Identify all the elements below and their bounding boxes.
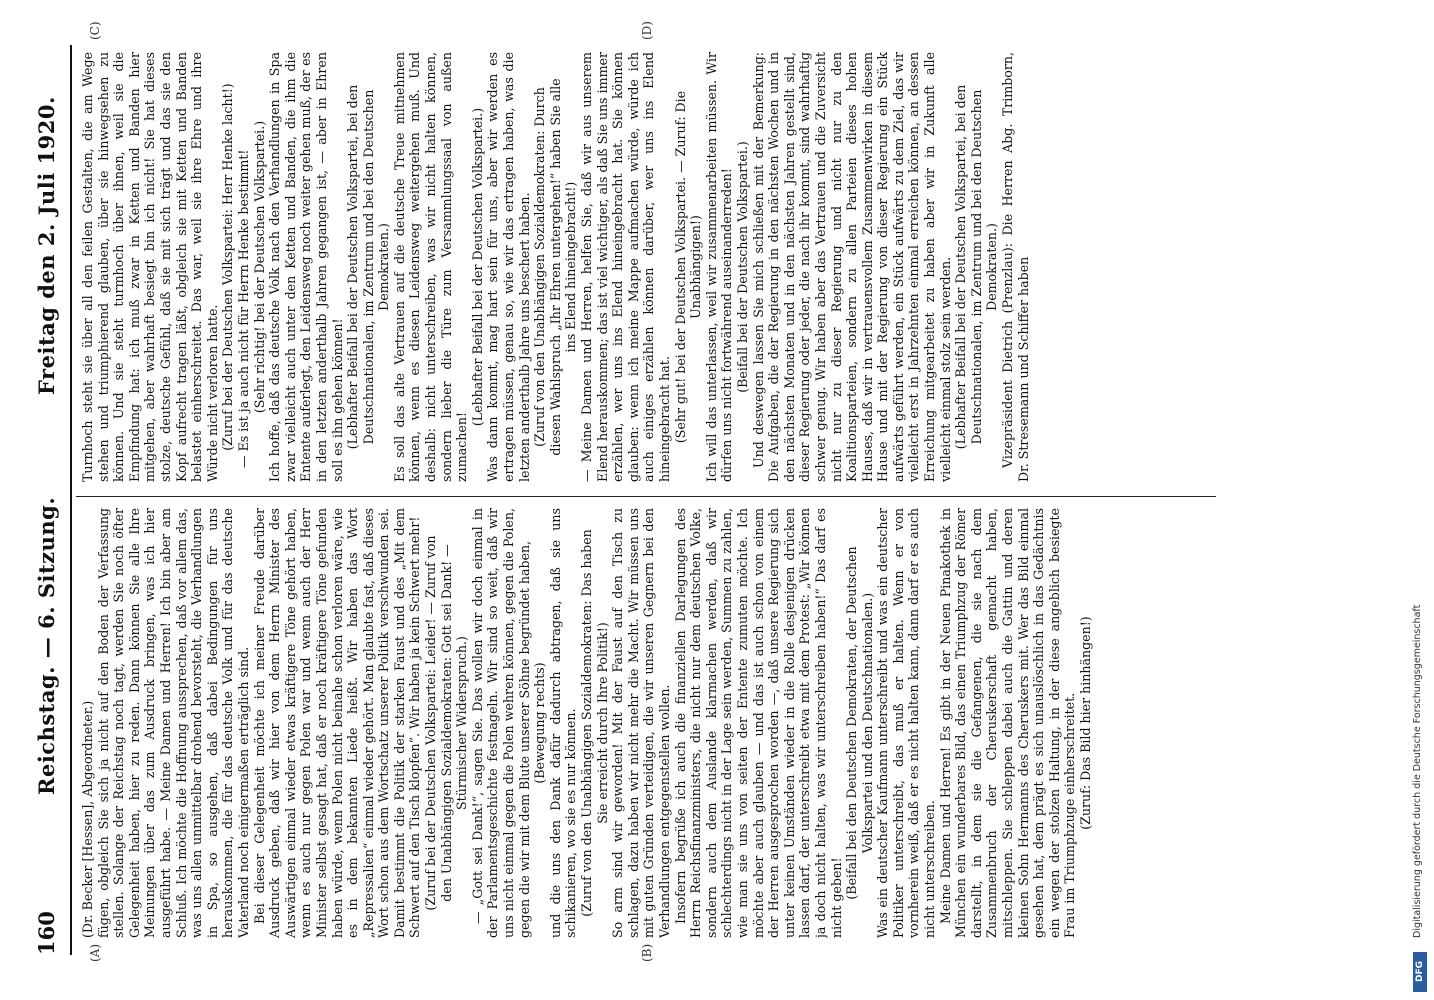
paragraph: (Zuruf bei der Deutschen Volkspartei: Herr Henke lacht!) [220, 83, 236, 451]
paragraph: (Zuruf von den Unabhängigen Sozialdemokraten: Durch diesen Wahlspruch „Ihr Ehren untergehen!“ haben Sie alle ins Elend hineingebracht!) [532, 78, 579, 456]
paragraph: und die uns den Dank dafür dadurch abtragen, daß sie uns schikanieren, wo sie es nur können. [547, 508, 579, 938]
paragraph: So arm sind wir geworden! Mit der Faust auf den Tisch zu schlagen, dazu haben wir nicht mehr die Macht. Wir müssen uns mit guten Gründen verteidigen, die wir unseren Gegnern bei den Verhandlungen entgegenstellen wollen. [610, 508, 672, 938]
paragraph: — Es ist ja auch nicht für Herrn Henke bestimmt! [235, 149, 251, 468]
margin-letter-c: (C) [88, 21, 102, 40]
margin-letter-a: (A) [88, 943, 102, 962]
session-title: Reichstag. — 6. Sitzung. [34, 496, 59, 795]
paragraph: (Dr. Becker [Hessen], Abgeordneter.) [80, 700, 95, 938]
header-rule [70, 45, 72, 955]
left-text-column [80, 508, 1215, 938]
paragraph: (Zuruf bei der Deutschen Volkspartei: Leider! — Zuruf von den Unabhängigen Sozialdemokraten: Gott sei Dank! — Stürmischer Widerspruch.) [423, 535, 470, 911]
paragraph: Vizepräsident Dietrich (Prenzlau): Die Herren Abg. Trimborn, Dr. Stresemann und Schiffer haben [1000, 52, 1031, 482]
digitization-sidebar [1412, 8, 1428, 998]
margin-letter-d: (D) [640, 21, 654, 40]
margin-letter-b: (B) [640, 943, 654, 962]
dfg-logo-text: DFG [1415, 961, 1425, 983]
paragraph: Es soll das alte Vertrauen auf die deutsche Treue mitnehmen können, wenn es diesen Leidensweg weitergehen muß. Und deshalb: nicht unterschreiben, was wir nicht halten können, sondern lieber die Türe zum Versammlungssaal von außen zumachen! [391, 52, 470, 482]
paragraph: (Zuruf: Das Bild hier hinhängen!) [1078, 616, 1093, 830]
paragraph: Meine Damen und Herren! Es gibt in der Neuen Pinakothek in München ein wunderbares Bild, das einen Triumphzug der Römer darstellt, in dem sie die Gefangenen, die sie nach dem Zusammenbruch der Cheruskerschaft gemacht haben, mitschleppen. Sie schleppen dabei auch die Gattin und deren kleinen Sohn Hermanns des Cheruskers mit. Wer das Bild einmal gesehen hat, dem prägt es sich unauslöschlich in das Gedächtnis ein wegen der stolzen Haltung, in der diese angeblich besiegte Frau im Triumphzuge einherschreitet. [937, 508, 1078, 938]
paragraph: Bei dieser Gelegenheit möchte ich meiner Freude darüber Ausdruck geben, daß wir hier von dem Herrn Minister des Auswärtigen einmal wieder etwas kräftigere Töne gehört haben, wenn es auch nur gegen Polen war und wenn auch der Herr Minister selbst gesagt hat, daß er noch kräftigere Töne gefunden haben würde, wenn Polen nicht beinahe schon verloren wäre, wie es in dem bekannten Liede heißt. Wir haben das Wort „Repressalien“ einmal wieder gehört. Man glaubte fast, daß dieses Wort schon aus dem Wortschatz unserer Politik verschwunden sei. Damit bestimmt die Politik der starken Faust und des „Mit dem Schwert auf den Tisch klopfen“. Wir haben ja kein Schwert mehr! [251, 508, 423, 938]
paragraph: (Lebhafter Beifall bei der Deutschen Volkspartei.) [469, 107, 485, 427]
paragraph: — „Gott sei Dank!“, sagen Sie. Das wollen wir doch einmal in der Parlamentsgeschichte festnageln. Wir sind so weit, daß wir uns nicht einmal gegen die Polen wehren können, gegen die Polen, gegen die wir mit dem Blute unserer Söhne begründet haben, [469, 508, 532, 938]
paragraph: Turnhoch steht sie über all den feilen Gestalten, die am Wege stehen und triumphierend glauben, über sie hinwegsehen zu können. Und sie steht turmhoch über ihnen, weil sie die Empfindung hat: ich muß zwar in Ketten und Banden hier mitgehen, aber wahrhaft besiegt bin ich nicht! Sie hat dieses stolze, deutsche Gefühl, daß sie mit sich trägt und das sie den Kopf aufrecht tragen läßt, obgleich sie mit Ketten und Banden belastet einherschreitet. Das war, weil sie ihre Ehre und ihre Würde nicht verloren hatte. [80, 52, 220, 482]
paragraph: (Lebhafter Beifall bei der Deutschen Volkspartei, bei den Deutschnationalen, im Zentrum und bei den Deutschen Demokraten.) [345, 84, 392, 450]
right-text-column [80, 52, 1215, 482]
paragraph: Ich will das unterlassen, weil wir zusammenarbeiten müssen. Wir dürfen uns nicht fortwährend auseinanderreden! [703, 52, 735, 482]
paragraph: (Beifall bei den Deutschen Demokraten, der Deutschen Volkspartei und den Deutschnationalen.) [844, 546, 875, 900]
paragraph: (Sehr gut! bei der Deutschen Volkspartei. — Zuruf: Die Unabhängigen!) [672, 90, 704, 444]
paragraph: (Sehr richtig! bei der Deutschen Volkspartei.) [251, 120, 267, 414]
page-number: 160 [34, 911, 59, 955]
dfg-logo [1413, 952, 1427, 992]
paragraph: (Bewegung rechts) [532, 662, 548, 784]
paragraph: Was ein deutscher Kaufmann unterschreibt und was ein deutscher Politiker unterschreibt, das muß er halten. Wenn er von vornherein weiß, daß er es nicht halten kann, dann darf er es auch nicht unterschreiben. [875, 508, 938, 938]
paragraph: Und deswegen lassen Sie mich schließen mit der Bemerkung: Die Aufgaben, die der Regierung in den nächsten Wochen und in den nächsten Monaten und in den nächsten Jahren gestellt sind, dieser Regierung oder jeder, die nach ihr kommt, sind wahrhaftig schwer genug. Wir haben aber das Vertrauen und die Zuversicht nicht nur zu dieser Regierung und nicht nur zu den Koalitionsparteien, sondern zu allen Parteien dieses hohen Hauses, daß wir in vertrauensvollem Zusammenwirken in diesem Hause und mit der Regierung von dieser Regierung ein Stück aufwärts geführt werden, ein Stück aufwärts zu dem Ziel, das wir vielleicht erst in Jahrzehnten einmal erreichen können, an dessen Erreichung mitgearbeitet zu haben aber wir in Zukunft alle vielleicht einmal stolz sein werden. [750, 52, 953, 482]
paragraph: (Beifall bei der Deutschen Volkspartei.) [734, 141, 750, 393]
paragraph: — Meine Damen und Herren, helfen Sie, daß wir aus unserem Elend herauskommen; das ist viel wichtiger, als daß Sie uns immer erzählen, wer uns ins Elend hineingebracht hat. Sie können glauben: wenn ich meine Mappe aufmachen würde, würde ich auch einiges erzählen können darüber, wer uns ins Elend hineingebracht hat. [579, 52, 672, 482]
session-date: Freitag den 2. Juli 1920. [34, 96, 59, 395]
page-header [28, 45, 68, 955]
digitization-note: Digitalisierung gefördert durch die Deutsche Forschungsgemeinschaft [1412, 604, 1423, 938]
paragraph: (Zuruf von den Unabhängigen Sozialdemokraten: Das haben Sie erreicht durch Ihre Politik!) [579, 529, 610, 917]
paragraph: fügen, obgleich Sie sich ja nicht auf den Boden der Verfassung stellen. Solange der Reichstag noch tagt, werden Sie noch öfter Gelegenheit haben, hier zu reden. Dann können Sie alle Ihre Meinungen über das zum Ausdruck bringen, was ich hier ausgeführt habe. — Meine Damen und Herren! Ich bin aber am Schluß. Ich möchte die Hoffnung aussprechen, daß vor allem das, was uns allen unmittelbar drohend bevorsteht, die Verhandlungen in Spa, so ausgehen, daß dabei Bedingungen für uns herauskommen, die für das deutsche Volk und für das deutsche Vaterland noch einigermaßen erträglich sind. [95, 508, 251, 938]
column-divider [76, 496, 1216, 497]
paragraph: Was dann kommt, mag hart sein für uns, aber wir werden es ertragen müssen, genau so, wie wir das ertragen haben, was die letzten anderthalb Jahre uns beschert haben. [485, 52, 532, 482]
paragraph: Ich hoffe, daß das deutsche Volk nach den Verhandlungen in Spa zwar vielleicht auch unter den Ketten und Banden, die ihm die Entente auferlegt, den Leidensweg noch weiter gehen muß, der es in den letzten anderthalb Jahren gegangen ist, — aber in Ehren soll es ihn gehen können! [267, 52, 345, 482]
paragraph: Insofern begrüße ich auch die finanziellen Darlegungen des Herrn Reichsfinanzministers, die nicht nur dem deutschen Volke, sondern auch dem Auslande klarmachen werden, daß wir schlechterdings nicht in der Lage sein werden, Summen zu zahlen, wie man sie uns von seiten der Entente zumuten möchte. Ich möchte aber auch glauben — und das ist auch schon von einem der Herren ausgesprochen worden —, daß unsere Regierung sich unter keinen Umständen wieder in die Rolle desjenigen drücken lassen darf, der unterschreibt etwa mit dem Protest: „Wir können ja doch nicht halten, was wir unterschreiben haben!“ Das darf es nicht geben! [672, 508, 844, 938]
paragraph: (Lebhafter Beifall bei der Deutschen Volkspartei, bei den Deutschnationalen, im Zentrum und bei den Deutschen Demokraten.) [953, 84, 1000, 450]
